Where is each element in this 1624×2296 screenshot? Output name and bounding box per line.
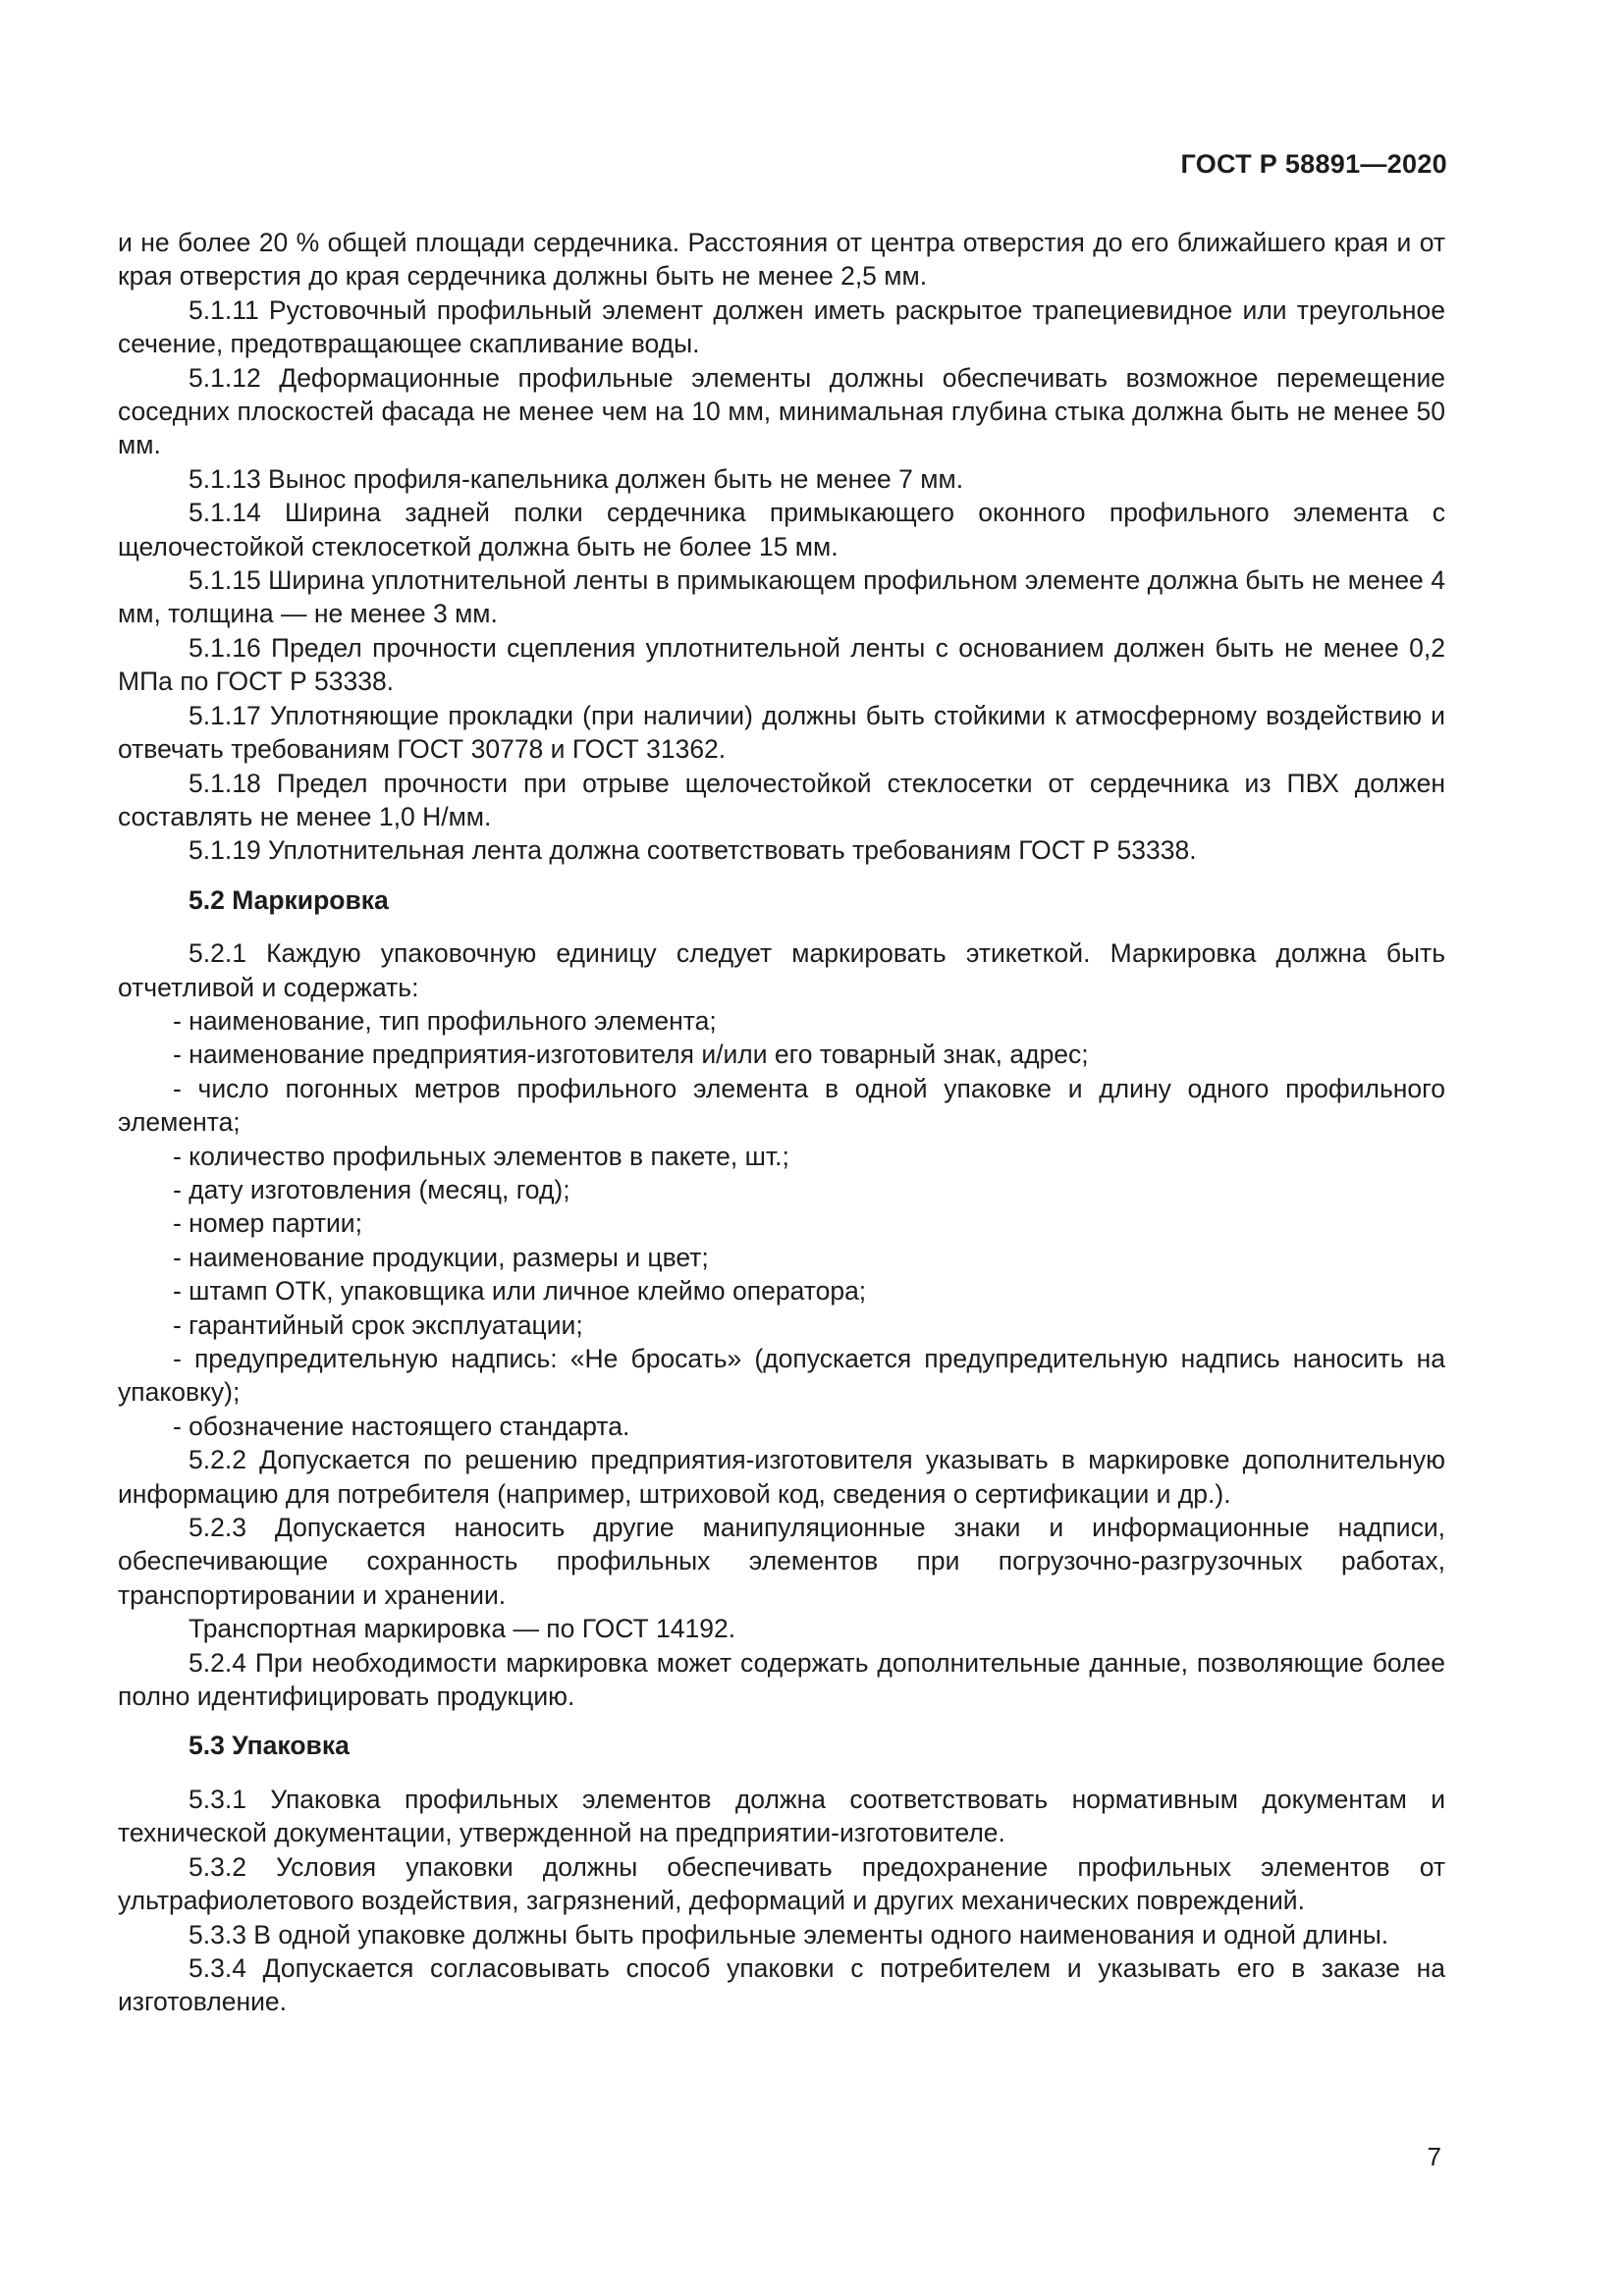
list-item: - наименование продукции, размеры и цвет; [173, 1242, 709, 1272]
document-designation: ГОСТ Р 58891—2020 [1180, 149, 1447, 179]
clause-5-1-17: 5.1.17 Уплотняющие прокладки (при наличии) должны быть стойкими к атмосферному воздействию и отвечать требованиям ГОСТ 30778 и ГОСТ 31362. [118, 700, 1445, 765]
paragraph-continuation: и не более 20 % общей площади сердечника. Расстояния от центра отверстия до его ближайшего края и от края отверстия до края сердечника должны быть не менее 2,5 мм. [118, 228, 1445, 292]
list-item: - наименование предприятия-изготовителя и/или его товарный знак, адрес; [173, 1040, 1089, 1070]
list-item: - число погонных метров профильного элемента в одной упаковке и длину одного профильного элемента; [118, 1073, 1445, 1138]
clause-5-3-1: 5.3.1 Упаковка профильных элементов должна соответствовать нормативным документам и технической документации, утвержденной на предприятии-изготовителе. [118, 1784, 1445, 1848]
clause-5-3-4: 5.3.4 Допускается согласовывать способ упаковки с потребителем и указывать его в заказе на изготовление. [118, 1952, 1445, 2017]
clause-5-2-3: 5.2.3 Допускается наносить другие манипуляционные знаки и информационные надписи, обеспечивающие сохранность профильных элементов при погрузочно-разгрузочных работах, транспортировании и хранении. [118, 1513, 1445, 1610]
page-number: 7 [1427, 2142, 1441, 2171]
transport-marking-note: Транспортная маркировка — по ГОСТ 14192. [189, 1614, 736, 1644]
clause-5-1-19: 5.1.19 Уплотнительная лента должна соответствовать требованиям ГОСТ Р 53338. [189, 835, 1197, 866]
clause-5-3-3: 5.3.3 В одной упаковке должны быть профильные элементы одного наименования и одной длины. [189, 1919, 1389, 1949]
document-body [118, 226, 1445, 2019]
clause-5-1-16: 5.1.16 Предел прочности сцепления уплотнительной ленты с основанием должен быть не менее 0,2 МПа по ГОСТ Р 53338. [118, 632, 1445, 697]
clause-5-1-18: 5.1.18 Предел прочности при отрыве щелочестойкой стеклосетки от сердечника из ПВХ должен составлять не менее 1,0 Н/мм. [118, 768, 1445, 831]
list-item: - номер партии; [173, 1208, 362, 1239]
clause-5-2-2: 5.2.2 Допускается по решению предприятия-изготовителя указывать в маркировке дополнительную информацию для потребителя (например, штриховой код, сведения о сертификации и др.). [118, 1445, 1445, 1509]
clause-5-1-12: 5.1.12 Деформационные профильные элементы должны обеспечивать возможное перемещение соседних плоскостей фасада не менее чем на 10 мм, минимальная глубина стыка должна быть не менее 50 мм. [118, 362, 1445, 460]
list-item: - обозначение настоящего стандарта. [173, 1411, 630, 1441]
clause-5-3-2: 5.3.2 Условия упаковки должны обеспечивать предохранение профильных элементов от ультрафиолетового воздействия, загрязнений, деформаций и других механических повреждений. [118, 1851, 1445, 1916]
section-heading-marking: 5.2 Маркировка [189, 884, 389, 915]
list-item: - гарантийный срок эксплуатации; [173, 1309, 583, 1340]
list-item: - дату изготовления (месяц, год); [173, 1174, 570, 1204]
list-item: - количество профильных элементов в пакете, шт.; [173, 1141, 789, 1171]
clause-5-2-1: 5.2.1 Каждую упаковочную единицу следует маркировать этикеткой. Маркировка должна быть отчетливой и содержать: [118, 938, 1445, 1002]
clause-5-1-15: 5.1.15 Ширина уплотнительной ленты в примыкающем профильном элементе должна быть не менее 4 мм, толщина — не менее 3 мм. [118, 565, 1445, 629]
list-item: - предупредительную надпись: «Не бросать» (допускается предупредительную надпись наносить на упаковку); [118, 1344, 1445, 1408]
section-heading-packaging: 5.3 Упаковка [189, 1731, 350, 1761]
list-item: - наименование, тип профильного элемента; [173, 1005, 717, 1036]
clause-5-2-4: 5.2.4 При необходимости маркировка может содержать дополнительные данные, позволяющие более полно идентифицировать продукцию. [118, 1647, 1445, 1712]
list-item: - штамп ОТК, упаковщика или личное клеймо оператора; [173, 1276, 867, 1307]
clause-5-1-14: 5.1.14 Ширина задней полки сердечника примыкающего оконного профильного элемента с щелочестойкой стеклосеткой должна быть не более 15 мм. [118, 498, 1445, 561]
clause-5-1-11: 5.1.11 Рустовочный профильный элемент должен иметь раскрытое трапециевидное или треугольное сечение, предотвращающее скапливание воды. [118, 294, 1445, 359]
clause-5-1-13: 5.1.13 Вынос профиля-капельника должен быть не менее 7 мм. [189, 463, 964, 494]
